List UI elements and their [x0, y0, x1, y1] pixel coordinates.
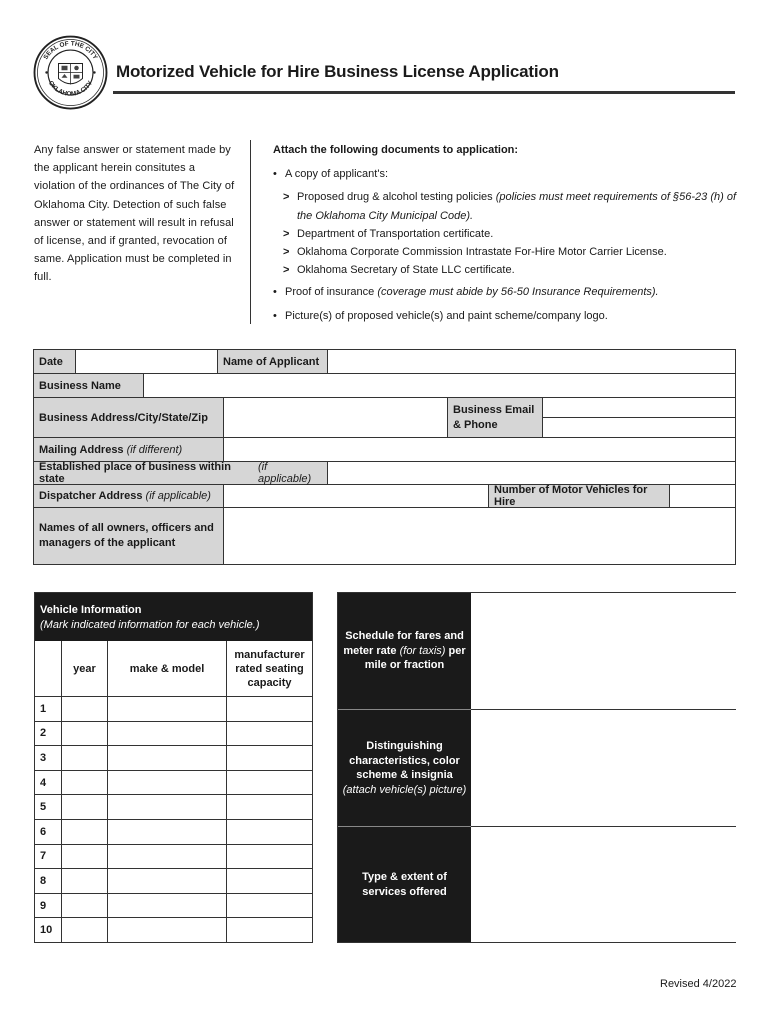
business-name-field[interactable]: [144, 374, 735, 398]
vehicle-column-header: make & model: [108, 641, 227, 697]
vehicle-count-field[interactable]: [670, 485, 735, 508]
vehicle-column-header: manufacturer rated seating capacity: [227, 641, 312, 697]
established-place-label: [34, 462, 328, 485]
city-seal-logo: [33, 35, 108, 110]
owners-label: [34, 508, 224, 564]
fares-label-note: (for taxis): [399, 644, 446, 657]
business-address-field[interactable]: [224, 398, 448, 438]
fares-label-line1: Schedule for fares and: [345, 630, 464, 643]
attachments-heading: Attach the following documents to application:: [273, 144, 519, 156]
applicant-copy-item: [273, 165, 743, 183]
email-phone-label-line2: & Phone: [453, 418, 498, 431]
fares-label-line2: meter rate: [343, 644, 400, 657]
vehicle-seating-field[interactable]: [227, 894, 312, 919]
email-phone-label-line1: Business Email: [453, 403, 535, 416]
distinguishing-label-note: (attach vehicle(s) picture): [342, 783, 467, 796]
date-label: Date: [34, 350, 76, 374]
pictures-text: Picture(s) of proposed vehicle(s) and paint scheme/company logo.: [285, 309, 608, 322]
vehicle-year-field[interactable]: [62, 722, 108, 747]
vehicle-seating-field[interactable]: [227, 869, 312, 894]
vehicle-year-field[interactable]: [62, 918, 108, 943]
vehicle-year-field[interactable]: [62, 845, 108, 870]
sub-item-text: Oklahoma Corporate Commission Intrastate For-Hire Motor Carrier License.: [297, 246, 667, 259]
vehicle-row-number: 10: [35, 918, 62, 943]
mailing-address-note: (if different): [126, 443, 183, 456]
vehicle-seating-field[interactable]: [227, 795, 312, 820]
vehicle-row-number: 4: [35, 771, 62, 796]
applicant-name-field[interactable]: [328, 350, 735, 374]
fares-label-line3: mile or fraction: [364, 659, 445, 672]
vehicle-make-model-field[interactable]: [108, 722, 227, 747]
sub-item-occ-license: [273, 243, 743, 261]
svg-text:SEAL OF THE CITY: SEAL OF THE CITY: [42, 40, 99, 61]
distinguishing-label: [338, 710, 471, 826]
fares-label: [338, 593, 471, 709]
attachments-section: [273, 141, 743, 330]
vehicle-year-field[interactable]: [62, 820, 108, 845]
svg-text:OKLAHOMA CITY: OKLAHOMA CITY: [46, 79, 95, 98]
vehicle-make-model-field[interactable]: [108, 869, 227, 894]
vehicle-year-field[interactable]: [62, 771, 108, 796]
vehicle-make-model-field[interactable]: [108, 820, 227, 845]
sub-item-text: Oklahoma Secretary of State LLC certificate.: [297, 264, 515, 277]
owners-field[interactable]: [224, 508, 735, 564]
sub-item-note: (policies must meet requirements of §56-23 (h) of the Oklahoma City Municipal Code).: [297, 191, 737, 222]
business-phone-field[interactable]: [543, 418, 735, 438]
established-place-field[interactable]: [328, 462, 735, 485]
vehicle-info-header: [35, 593, 312, 641]
dispatcher-address-field[interactable]: [224, 485, 489, 508]
dispatcher-address-note: (if applicable): [145, 490, 211, 502]
vehicle-make-model-field[interactable]: [108, 918, 227, 943]
vehicle-make-model-field[interactable]: [108, 845, 227, 870]
dispatcher-address-label: [34, 485, 224, 508]
vehicle-make-model-field[interactable]: [108, 894, 227, 919]
applicant-name-label: Name of Applicant: [218, 350, 328, 374]
vehicle-info-subtitle: (Mark indicated information for each vehicle.): [40, 619, 260, 631]
vehicle-make-model-field[interactable]: [108, 746, 227, 771]
owners-label-line1: Names of all owners, officers and: [39, 522, 214, 534]
vehicle-seating-field[interactable]: [227, 697, 312, 722]
distinguishing-label-text: Distinguishing characteristics, color scheme & insignia: [349, 740, 460, 781]
vehicle-row-number: 8: [35, 869, 62, 894]
email-phone-label: [448, 398, 543, 438]
fares-label-line2-end: per: [445, 644, 466, 657]
business-name-label: Business Name: [34, 374, 144, 398]
vehicle-row-number: 1: [35, 697, 62, 722]
established-place-label-text: Established place of business within state: [39, 461, 231, 485]
false-statement-warning: Any false answer or statement made by the applicant herein consitutes a violation of the ordinances of The City of Oklahoma City. Detection of such false answer or statement will result in refusal of license, and if granted, revocation of same. Application must be completed in full.: [34, 144, 235, 284]
vehicle-seating-field[interactable]: [227, 771, 312, 796]
vehicle-count-label: Number of Motor Vehicles for Hire: [489, 485, 670, 508]
mailing-address-label-text: Mailing Address: [39, 443, 124, 456]
insurance-note: (coverage must abide by 56-50 Insurance Requirements).: [377, 286, 659, 299]
sub-item-text: Proposed drug & alcohol testing policies: [297, 191, 496, 204]
dispatcher-address-label-text: Dispatcher Address: [39, 490, 143, 502]
applicant-copy-label: A copy of applicant's:: [285, 168, 388, 181]
mailing-address-label: [34, 438, 224, 462]
vehicle-year-field[interactable]: [62, 869, 108, 894]
vehicle-row-number: 6: [35, 820, 62, 845]
vehicle-year-field[interactable]: [62, 746, 108, 771]
applicant-form: [33, 349, 736, 565]
services-label-text: Type & extent of services offered: [362, 871, 447, 898]
vehicle-seating-field[interactable]: [227, 820, 312, 845]
pictures-item: [273, 307, 743, 325]
vehicle-make-model-field[interactable]: [108, 697, 227, 722]
intro-divider: [250, 140, 251, 324]
business-address-label: Business Address/City/State/Zip: [34, 398, 224, 438]
vehicle-make-model-field[interactable]: [108, 771, 227, 796]
vehicle-make-model-field[interactable]: [108, 795, 227, 820]
sub-item-dot-certificate: [273, 225, 743, 243]
date-field[interactable]: [76, 350, 218, 374]
vehicle-year-field[interactable]: [62, 894, 108, 919]
vehicle-column-header: year: [62, 641, 108, 697]
established-place-note: (if applicable): [257, 461, 312, 485]
revision-date: Revised 4/2022: [660, 978, 737, 990]
vehicle-year-field[interactable]: [62, 697, 108, 722]
vehicle-info-table: [34, 592, 313, 943]
mailing-address-field[interactable]: [224, 438, 735, 462]
fares-field[interactable]: [471, 593, 736, 709]
vehicle-row-number: 3: [35, 746, 62, 771]
owners-label-line2: managers of the applicant: [39, 537, 176, 549]
services-label: [338, 827, 471, 942]
sub-item-drug-policy: [273, 188, 743, 224]
sub-item-llc-certificate: [273, 261, 743, 279]
vehicle-row-number: 5: [35, 795, 62, 820]
distinguishing-field[interactable]: [471, 710, 736, 826]
page-title: Motorized Vehicle for Hire Business License Application: [116, 62, 559, 81]
vehicle-row-number: 7: [35, 845, 62, 870]
vehicle-row-number: 9: [35, 894, 62, 919]
vehicle-seating-field[interactable]: [227, 722, 312, 747]
title-divider: [113, 91, 735, 94]
business-email-field[interactable]: [543, 398, 735, 418]
vehicle-seating-field[interactable]: [227, 918, 312, 943]
insurance-text: Proof of insurance: [285, 286, 378, 299]
vehicle-year-field[interactable]: [62, 795, 108, 820]
vehicle-info-title: Vehicle Information: [40, 604, 142, 616]
vehicle-seating-field[interactable]: [227, 746, 312, 771]
vehicle-details-box: [337, 592, 736, 943]
vehicle-number-header: [35, 641, 62, 697]
insurance-item: [273, 283, 743, 301]
sub-item-text: Department of Transportation certificate.: [297, 227, 494, 240]
vehicle-row-number: 2: [35, 722, 62, 747]
applicant-copy-sublist: [273, 188, 743, 279]
services-field[interactable]: [471, 827, 736, 942]
vehicle-seating-field[interactable]: [227, 845, 312, 870]
